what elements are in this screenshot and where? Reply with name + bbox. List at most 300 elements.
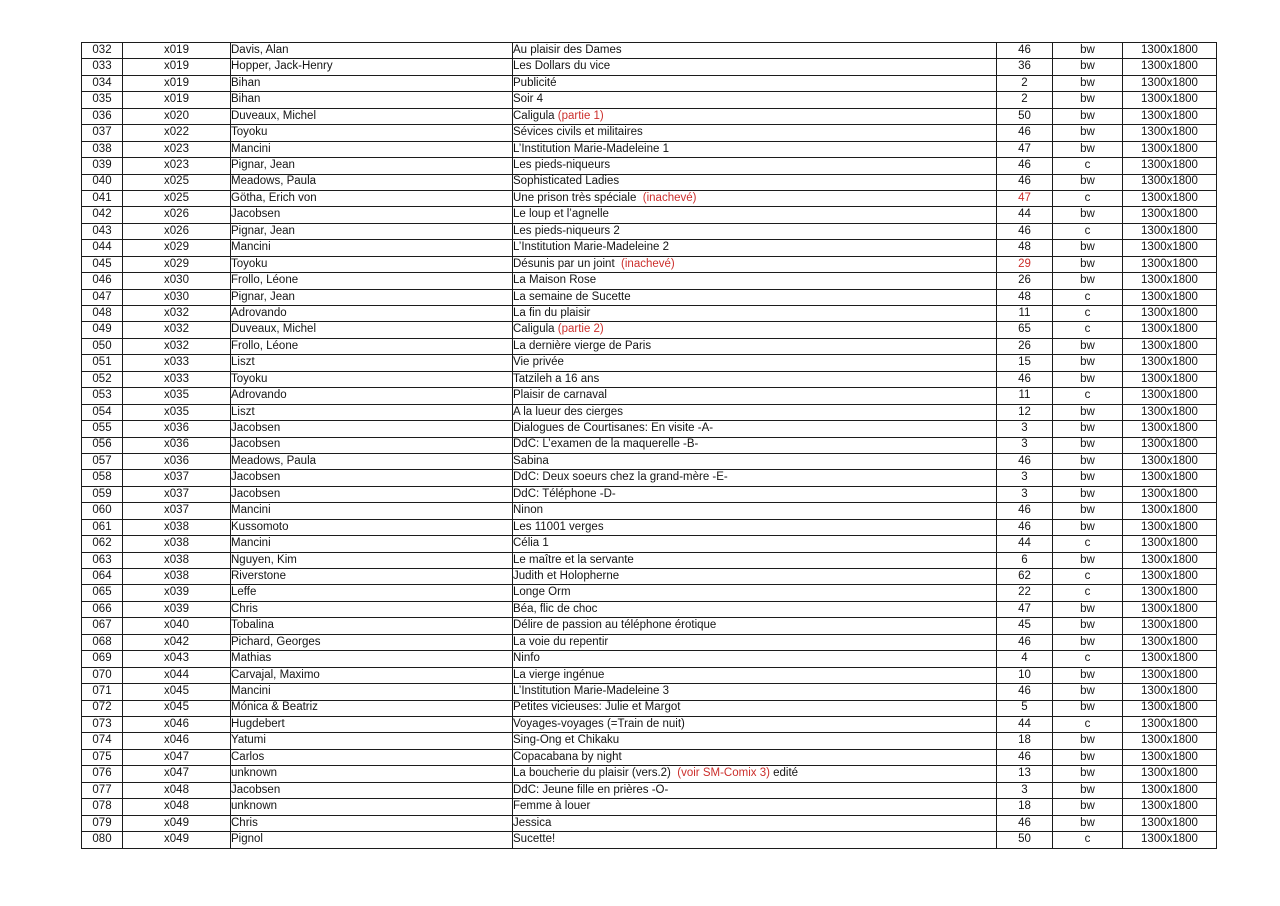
cell-pages: 3	[997, 470, 1053, 486]
cell-dimensions: 1300x1800	[1123, 59, 1217, 75]
title-text: Sabina	[513, 454, 549, 467]
cell-id: 044	[82, 240, 123, 256]
cell-code: x046	[123, 716, 231, 732]
cell-code: x035	[123, 388, 231, 404]
cell-pages: 3	[997, 782, 1053, 798]
table-row	[82, 585, 1217, 601]
cell-id: 055	[82, 421, 123, 437]
cell-dimensions: 1300x1800	[1123, 716, 1217, 732]
cell-color-mode: c	[1053, 536, 1123, 552]
cell-id: 050	[82, 338, 123, 354]
cell-title	[513, 700, 997, 716]
cell-code: x033	[123, 371, 231, 387]
cell-code: x036	[123, 453, 231, 469]
cell-color-mode: bw	[1053, 552, 1123, 568]
cell-author: Kussomoto	[231, 519, 513, 535]
cell-dimensions: 1300x1800	[1123, 815, 1217, 831]
cell-code: x045	[123, 684, 231, 700]
cell-code: x049	[123, 832, 231, 849]
cell-pages: 15	[997, 355, 1053, 371]
cell-title	[513, 536, 997, 552]
cell-author: Mancini	[231, 536, 513, 552]
cell-code: x048	[123, 782, 231, 798]
table-row	[82, 618, 1217, 634]
title-text: Voyages-voyages (=Train de nuit)	[513, 717, 685, 730]
cell-author: Riverstone	[231, 569, 513, 585]
cell-dimensions: 1300x1800	[1123, 700, 1217, 716]
cell-color-mode: bw	[1053, 421, 1123, 437]
cell-color-mode: c	[1053, 322, 1123, 338]
cell-pages: 48	[997, 289, 1053, 305]
cell-title	[513, 388, 997, 404]
cell-pages: 18	[997, 733, 1053, 749]
cell-color-mode: bw	[1053, 618, 1123, 634]
cell-color-mode: bw	[1053, 601, 1123, 617]
cell-id: 065	[82, 585, 123, 601]
cell-title	[513, 453, 997, 469]
cell-pages: 46	[997, 815, 1053, 831]
cell-title	[513, 601, 997, 617]
table-row	[82, 108, 1217, 124]
cell-title	[513, 158, 997, 174]
cell-author: Adrovando	[231, 388, 513, 404]
title-text: Les 11001 verges	[513, 520, 604, 533]
cell-author: Mancini	[231, 240, 513, 256]
table-row	[82, 273, 1217, 289]
cell-color-mode: bw	[1053, 256, 1123, 272]
table-row	[82, 766, 1217, 782]
cell-dimensions: 1300x1800	[1123, 503, 1217, 519]
cell-title	[513, 223, 997, 239]
cell-id: 063	[82, 552, 123, 568]
title-note: (partie 2)	[557, 323, 604, 336]
cell-code: x033	[123, 355, 231, 371]
cell-title	[513, 486, 997, 502]
table-body	[82, 43, 1217, 849]
cell-color-mode: c	[1053, 651, 1123, 667]
cell-author: Bihan	[231, 92, 513, 108]
cell-color-mode: bw	[1053, 470, 1123, 486]
cell-author: Yatumi	[231, 733, 513, 749]
cell-author: Meadows, Paula	[231, 453, 513, 469]
cell-dimensions: 1300x1800	[1123, 158, 1217, 174]
cell-dimensions: 1300x1800	[1123, 601, 1217, 617]
cell-code: x019	[123, 43, 231, 59]
cell-dimensions: 1300x1800	[1123, 75, 1217, 91]
cell-code: x023	[123, 141, 231, 157]
cell-author: Liszt	[231, 404, 513, 420]
cell-code: x042	[123, 634, 231, 650]
cell-pages: 46	[997, 519, 1053, 535]
cell-dimensions: 1300x1800	[1123, 92, 1217, 108]
cell-id: 033	[82, 59, 123, 75]
cell-pages: 5	[997, 700, 1053, 716]
cell-dimensions: 1300x1800	[1123, 322, 1217, 338]
cell-author: unknown	[231, 766, 513, 782]
cell-author: Jacobsen	[231, 486, 513, 502]
table-row	[82, 486, 1217, 502]
cell-id: 041	[82, 190, 123, 206]
cell-title	[513, 207, 997, 223]
cell-id: 059	[82, 486, 123, 502]
cell-pages: 4	[997, 651, 1053, 667]
cell-author: Davis, Alan	[231, 43, 513, 59]
cell-dimensions: 1300x1800	[1123, 125, 1217, 141]
cell-color-mode: c	[1053, 569, 1123, 585]
cell-dimensions: 1300x1800	[1123, 782, 1217, 798]
cell-color-mode: bw	[1053, 371, 1123, 387]
cell-color-mode: bw	[1053, 519, 1123, 535]
cell-id: 035	[82, 92, 123, 108]
cell-author: Pignar, Jean	[231, 158, 513, 174]
cell-id: 067	[82, 618, 123, 634]
cell-code: x039	[123, 601, 231, 617]
cell-code: x019	[123, 75, 231, 91]
cell-author: Toyoku	[231, 125, 513, 141]
title-text: Copacabana by night	[513, 750, 622, 763]
cell-author: Duveaux, Michel	[231, 108, 513, 124]
table-row	[82, 371, 1217, 387]
cell-dimensions: 1300x1800	[1123, 355, 1217, 371]
cell-color-mode: bw	[1053, 766, 1123, 782]
cell-dimensions: 1300x1800	[1123, 618, 1217, 634]
cell-code: x026	[123, 207, 231, 223]
cell-pages: 22	[997, 585, 1053, 601]
cell-title	[513, 503, 997, 519]
cell-author: Toyoku	[231, 371, 513, 387]
cell-id: 058	[82, 470, 123, 486]
cell-dimensions: 1300x1800	[1123, 404, 1217, 420]
cell-title	[513, 371, 997, 387]
cell-code: x023	[123, 158, 231, 174]
cell-pages: 46	[997, 684, 1053, 700]
table-row	[82, 749, 1217, 765]
cell-color-mode: bw	[1053, 125, 1123, 141]
table-row	[82, 470, 1217, 486]
table-row	[82, 634, 1217, 650]
cell-color-mode: bw	[1053, 92, 1123, 108]
table-row	[82, 503, 1217, 519]
title-text: A la lueur des cierges	[513, 405, 623, 418]
cell-color-mode: bw	[1053, 667, 1123, 683]
table-row	[82, 207, 1217, 223]
cell-id: 072	[82, 700, 123, 716]
cell-dimensions: 1300x1800	[1123, 684, 1217, 700]
cell-title	[513, 634, 997, 650]
cell-pages: 46	[997, 158, 1053, 174]
cell-dimensions: 1300x1800	[1123, 634, 1217, 650]
title-text: Judith et Holopherne	[513, 569, 620, 582]
cell-code: x029	[123, 256, 231, 272]
cell-pages: 65	[997, 322, 1053, 338]
title-text: Plaisir de carnaval	[513, 389, 607, 402]
title-text: Publicité	[513, 76, 557, 89]
cell-author: Chris	[231, 815, 513, 831]
title-text: Ninon	[513, 504, 544, 517]
table-row	[82, 223, 1217, 239]
cell-author: Pignar, Jean	[231, 289, 513, 305]
cell-dimensions: 1300x1800	[1123, 536, 1217, 552]
cell-dimensions: 1300x1800	[1123, 338, 1217, 354]
cell-author: Frollo, Léone	[231, 273, 513, 289]
cell-color-mode: bw	[1053, 273, 1123, 289]
cell-dimensions: 1300x1800	[1123, 306, 1217, 322]
cell-code: x019	[123, 92, 231, 108]
cell-title	[513, 749, 997, 765]
cell-code: x022	[123, 125, 231, 141]
table-row	[82, 536, 1217, 552]
cell-author: Frollo, Léone	[231, 338, 513, 354]
title-note: (voir SM-Comix 3)	[677, 767, 770, 780]
cell-id: 045	[82, 256, 123, 272]
cell-title	[513, 75, 997, 91]
cell-dimensions: 1300x1800	[1123, 273, 1217, 289]
cell-title	[513, 684, 997, 700]
cell-dimensions: 1300x1800	[1123, 470, 1217, 486]
cell-author: Jacobsen	[231, 421, 513, 437]
cell-dimensions: 1300x1800	[1123, 256, 1217, 272]
cell-code: x048	[123, 799, 231, 815]
cell-id: 073	[82, 716, 123, 732]
cell-id: 040	[82, 174, 123, 190]
title-text: Tatzileh a 16 ans	[513, 372, 600, 385]
cell-color-mode: bw	[1053, 338, 1123, 354]
cell-author: Tobalina	[231, 618, 513, 634]
cell-pages: 46	[997, 634, 1053, 650]
cell-title	[513, 421, 997, 437]
title-text: Dialogues de Courtisanes: En visite -A-	[513, 422, 714, 435]
cell-color-mode: bw	[1053, 75, 1123, 91]
cell-id: 080	[82, 832, 123, 849]
cell-color-mode: c	[1053, 289, 1123, 305]
cell-author: Liszt	[231, 355, 513, 371]
cell-code: x038	[123, 552, 231, 568]
cell-id: 047	[82, 289, 123, 305]
cell-pages: 48	[997, 240, 1053, 256]
cell-dimensions: 1300x1800	[1123, 223, 1217, 239]
title-text: DdC: Jeune fille en prières -O-	[513, 783, 669, 796]
cell-author: Bihan	[231, 75, 513, 91]
cell-pages: 50	[997, 832, 1053, 849]
cell-color-mode: c	[1053, 585, 1123, 601]
cell-title	[513, 306, 997, 322]
title-text: L’Institution Marie-Madeleine 2	[513, 241, 669, 254]
table-row	[82, 388, 1217, 404]
cell-title	[513, 437, 997, 453]
cell-id: 057	[82, 453, 123, 469]
cell-author: Chris	[231, 601, 513, 617]
cell-code: x037	[123, 486, 231, 502]
table-row	[82, 519, 1217, 535]
title-text: Femme à louer	[513, 800, 591, 813]
title-note: (inachevé)	[621, 257, 675, 270]
title-text: Longe Orm	[513, 586, 571, 599]
table-row	[82, 453, 1217, 469]
title-note: (inachevé)	[642, 191, 697, 204]
cell-color-mode: bw	[1053, 43, 1123, 59]
table-row	[82, 256, 1217, 272]
title-text: L’Institution Marie-Madeleine 1	[513, 142, 669, 155]
title-text: L’Institution Marie-Madeleine 3	[513, 685, 669, 698]
cell-author: Nguyen, Kim	[231, 552, 513, 568]
title-text: DdC: Deux soeurs chez la grand-mère -E-	[513, 471, 728, 484]
cell-color-mode: bw	[1053, 437, 1123, 453]
cell-pages: 11	[997, 388, 1053, 404]
title-text: Le loup et l’agnelle	[513, 208, 609, 221]
cell-pages: 46	[997, 371, 1053, 387]
cell-pages: 46	[997, 453, 1053, 469]
title-text: Ninfo	[513, 652, 540, 665]
cell-dimensions: 1300x1800	[1123, 371, 1217, 387]
table-row	[82, 782, 1217, 798]
title-text: Une prison très spéciale	[513, 191, 643, 204]
cell-title	[513, 404, 997, 420]
cell-author: Carlos	[231, 749, 513, 765]
cell-pages: 46	[997, 223, 1053, 239]
cell-pages: 46	[997, 43, 1053, 59]
cell-author: Mancini	[231, 503, 513, 519]
cell-dimensions: 1300x1800	[1123, 766, 1217, 782]
cell-dimensions: 1300x1800	[1123, 552, 1217, 568]
cell-id: 070	[82, 667, 123, 683]
cell-pages: 10	[997, 667, 1053, 683]
cell-id: 064	[82, 569, 123, 585]
cell-title	[513, 667, 997, 683]
cell-code: x038	[123, 569, 231, 585]
title-suffix: edité	[769, 767, 799, 780]
cell-author: Jacobsen	[231, 470, 513, 486]
cell-title	[513, 289, 997, 305]
table-row	[82, 240, 1217, 256]
title-text: DdC: L’examen de la maquerelle -B-	[513, 438, 699, 451]
cell-dimensions: 1300x1800	[1123, 651, 1217, 667]
title-text: La boucherie du plaisir (vers.2)	[513, 767, 678, 780]
cell-title	[513, 766, 997, 782]
cell-color-mode: bw	[1053, 240, 1123, 256]
cell-code: x032	[123, 338, 231, 354]
cell-title	[513, 618, 997, 634]
cell-author: Pignar, Jean	[231, 223, 513, 239]
cell-color-mode: bw	[1053, 700, 1123, 716]
cell-color-mode: bw	[1053, 684, 1123, 700]
cell-id: 037	[82, 125, 123, 141]
table-row	[82, 289, 1217, 305]
table-row	[82, 799, 1217, 815]
table-row	[82, 338, 1217, 354]
table-row	[82, 306, 1217, 322]
cell-pages: 44	[997, 716, 1053, 732]
cell-color-mode: bw	[1053, 108, 1123, 124]
cell-dimensions: 1300x1800	[1123, 519, 1217, 535]
table-row	[82, 322, 1217, 338]
title-text: La fin du plaisir	[513, 306, 591, 319]
cell-pages: 3	[997, 486, 1053, 502]
cell-title	[513, 651, 997, 667]
cell-id: 043	[82, 223, 123, 239]
cell-title	[513, 799, 997, 815]
cell-color-mode: bw	[1053, 453, 1123, 469]
cell-author: Mancini	[231, 141, 513, 157]
cell-pages: 26	[997, 338, 1053, 354]
table-row	[82, 569, 1217, 585]
title-text: Les Dollars du vice	[513, 60, 611, 73]
cell-color-mode: bw	[1053, 141, 1123, 157]
cell-id: 046	[82, 273, 123, 289]
cell-dimensions: 1300x1800	[1123, 421, 1217, 437]
cell-color-mode: bw	[1053, 503, 1123, 519]
cell-id: 068	[82, 634, 123, 650]
table-row	[82, 404, 1217, 420]
cell-color-mode: bw	[1053, 733, 1123, 749]
title-text: La vierge ingénue	[513, 668, 605, 681]
title-text: Vie privée	[513, 356, 564, 369]
cell-author: Mónica & Beatriz	[231, 700, 513, 716]
cell-code: x038	[123, 536, 231, 552]
cell-code: x020	[123, 108, 231, 124]
cell-title	[513, 782, 997, 798]
cell-code: x030	[123, 289, 231, 305]
cell-code: x039	[123, 585, 231, 601]
cell-id: 078	[82, 799, 123, 815]
cell-id: 049	[82, 322, 123, 338]
title-text: DdC: Téléphone -D-	[513, 487, 616, 500]
table-row	[82, 601, 1217, 617]
title-text: Béa, flic de choc	[513, 602, 598, 615]
cell-title	[513, 815, 997, 831]
table-row	[82, 141, 1217, 157]
table-row	[82, 75, 1217, 91]
cell-pages: 26	[997, 273, 1053, 289]
cell-pages: 18	[997, 799, 1053, 815]
cell-pages: 2	[997, 75, 1053, 91]
table-row	[82, 43, 1217, 59]
cell-color-mode: bw	[1053, 782, 1123, 798]
cell-color-mode: c	[1053, 832, 1123, 849]
cell-code: x025	[123, 190, 231, 206]
cell-id: 042	[82, 207, 123, 223]
table-row	[82, 421, 1217, 437]
cell-pages: 44	[997, 536, 1053, 552]
cell-author: Hopper, Jack-Henry	[231, 59, 513, 75]
cell-code: x035	[123, 404, 231, 420]
table-row	[82, 733, 1217, 749]
cell-id: 056	[82, 437, 123, 453]
cell-author: Pignol	[231, 832, 513, 849]
title-text: La dernière vierge de Paris	[513, 339, 652, 352]
cell-dimensions: 1300x1800	[1123, 174, 1217, 190]
cell-title	[513, 108, 997, 124]
title-text: Petites vicieuses: Julie et Margot	[513, 701, 681, 714]
cell-id: 038	[82, 141, 123, 157]
cell-code: x045	[123, 700, 231, 716]
cell-author: Carvajal, Maximo	[231, 667, 513, 683]
title-text: La Maison Rose	[513, 274, 597, 287]
cell-color-mode: bw	[1053, 749, 1123, 765]
table-row	[82, 437, 1217, 453]
cell-color-mode: bw	[1053, 59, 1123, 75]
cell-dimensions: 1300x1800	[1123, 289, 1217, 305]
cell-code: x037	[123, 503, 231, 519]
cell-pages: 11	[997, 306, 1053, 322]
table-row	[82, 667, 1217, 683]
table-row	[82, 174, 1217, 190]
cell-pages: 46	[997, 503, 1053, 519]
title-note: (partie 1)	[557, 109, 604, 122]
cell-code: x029	[123, 240, 231, 256]
cell-pages: 47	[997, 190, 1053, 206]
cell-color-mode: bw	[1053, 486, 1123, 502]
title-text: Les pieds-niqueurs 2	[513, 224, 620, 237]
